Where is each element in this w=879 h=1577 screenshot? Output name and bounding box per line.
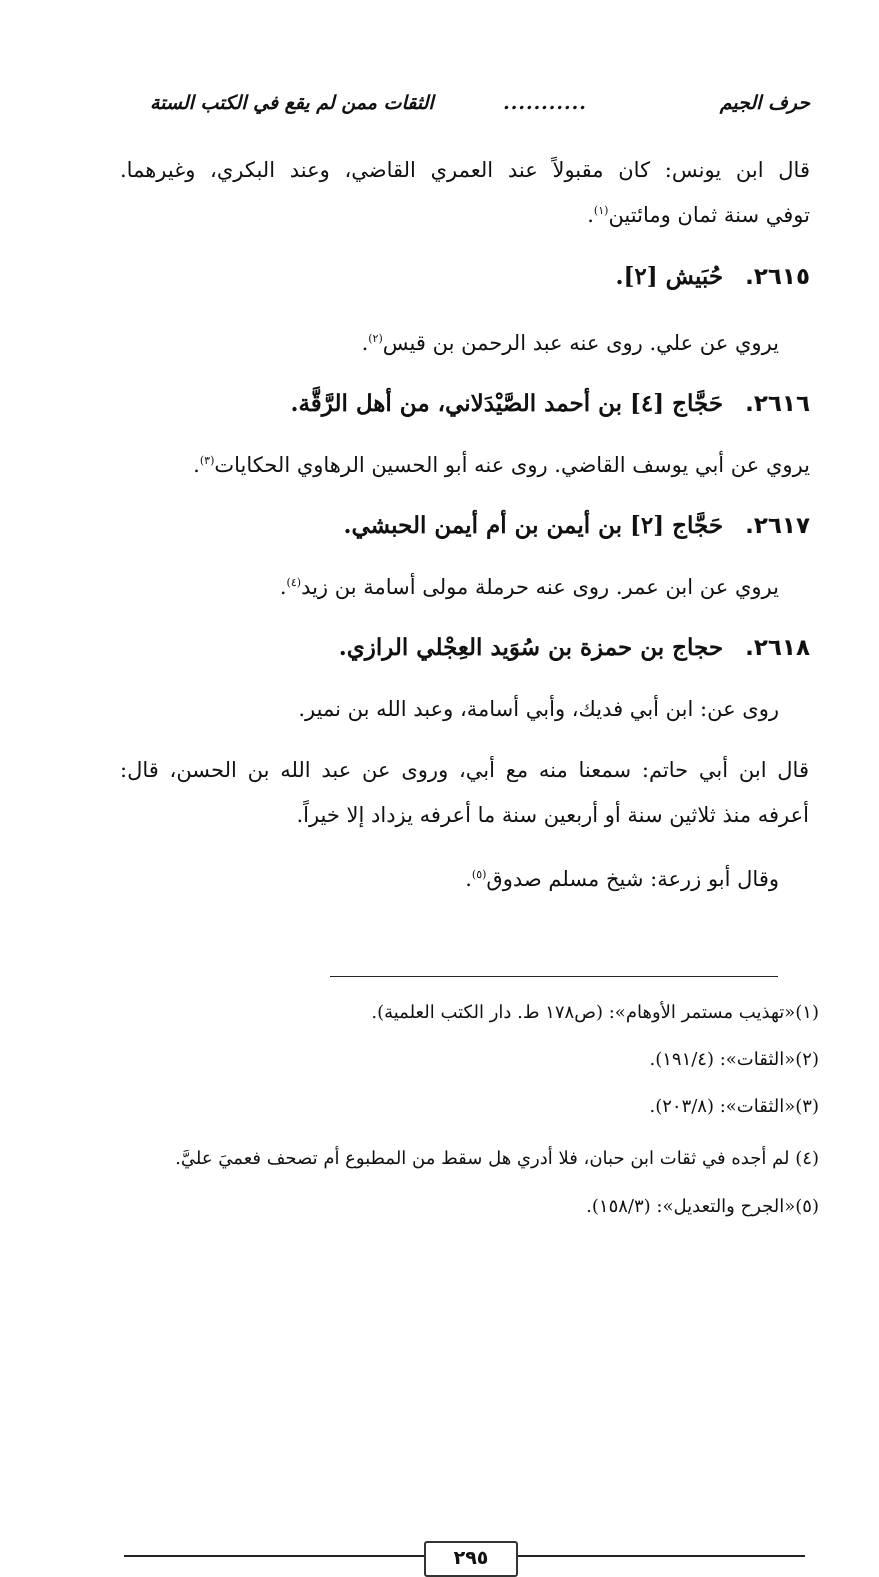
footnote-3: (٣)«الثقات»: (٢٠٣/٨). <box>649 1096 819 1117</box>
bottom-rule-right <box>515 1555 805 1557</box>
entry-heading-2615 <box>120 262 810 292</box>
text-line: توفي سنة ثمان ومائتين$^{(١)}$. <box>587 203 810 227</box>
book-title: الثقات ممن لم يقع في الكتب الستة <box>150 92 434 114</box>
text-line-content: يروي عن أبي يوسف القاضي. روى عنه أبو الحسين الرهاوي الحكايات <box>214 453 810 477</box>
footnote-4: (٤) لم أجده في ثقات ابن حبان، فلا أدري هل سقط من المطبوع أم تصحف فعميَ عليَّ. <box>175 1148 819 1169</box>
text-line: روى عن: ابن أبي فديك، وأبي أسامة، وعبد الله بن نمير. <box>298 697 779 721</box>
entry-name: حُبَيش [٢]. <box>615 263 724 290</box>
entry-number: ٢٦١٦. <box>745 391 810 417</box>
footnote-ref: (٤) <box>286 576 302 589</box>
text-line: أعرفه منذ ثلاثين سنة أو أربعين سنة ما أعرفه يزداد إلا خيراً. <box>296 803 809 827</box>
text-line: قال ابن يونس: كان مقبولاً عند العمري القاضي، وعند البكري، وغيرهما. <box>120 158 810 182</box>
page-number: ٢٩٥ <box>424 1541 518 1577</box>
header-leader-dots: ........... <box>503 92 587 114</box>
chapter-title: حرف الجيم <box>719 92 810 114</box>
text-line: يروي عن ابن عمر. روى عنه حرملة مولى أسامة بن زيد$^{(٤)}$. <box>279 575 779 599</box>
bottom-rule-left <box>124 1555 424 1557</box>
footnote-ref: (٢) <box>368 332 383 345</box>
footnote-ref: (٥) <box>471 868 487 881</box>
entry-heading-2618 <box>120 633 810 663</box>
entry-number: ٢٦١٧. <box>745 513 810 539</box>
text-line-content: توفي سنة ثمان ومائتين <box>608 203 810 227</box>
text-line-content: يروي عن ابن عمر. روى عنه حرملة مولى أسامة بن زيد <box>301 575 779 599</box>
footnote-ref: (٣) <box>199 454 215 467</box>
footnote-2: (٢)«الثقات»: (١٩١/٤). <box>649 1049 819 1070</box>
text-line: يروي عن أبي يوسف القاضي. روى عنه أبو الحسين الرهاوي الحكايات$^{(٣)}$. <box>193 453 810 477</box>
text-line: قال ابن أبي حاتم: سمعنا منه مع أبي، وروى عن عبد الله بن الحسن، قال: <box>120 758 809 782</box>
entry-number: ٢٦١٥. <box>745 264 810 290</box>
footnote-separator <box>330 976 778 977</box>
text-line: وقال أبو زرعة: شيخ مسلم صدوق$^{(٥)}$. <box>465 867 779 891</box>
entry-heading-2617 <box>120 511 810 541</box>
entry-name: حجاج بن حمزة بن سُوَيد العِجْلي الرازي. <box>338 634 724 661</box>
entry-name: حَجَّاج [٤] بن أحمد الصَّيْدَلاني، من أهل الرَّقَّة. <box>290 390 724 417</box>
entry-name: حَجَّاج [٢] بن أيمن بن أم أيمن الحبشي. <box>343 512 724 539</box>
footnote-ref: (١) <box>593 204 609 217</box>
footnote-5: (٥)«الجرح والتعديل»: (١٥٨/٣). <box>586 1196 819 1217</box>
text-line: يروي عن علي. روى عنه عبد الرحمن بن قيس$^{(٢)}$. <box>361 331 779 355</box>
entry-heading-2616 <box>120 389 810 419</box>
text-line-content: يروي عن علي. روى عنه عبد الرحمن بن قيس <box>382 331 779 355</box>
entry-number: ٢٦١٨. <box>745 635 810 661</box>
footnote-1: (١)«تهذيب مستمر الأوهام»: (ص١٧٨ ط. دار الكتب العلمية). <box>371 1002 819 1023</box>
text-line-content: وقال أبو زرعة: شيخ مسلم صدوق <box>486 867 779 891</box>
